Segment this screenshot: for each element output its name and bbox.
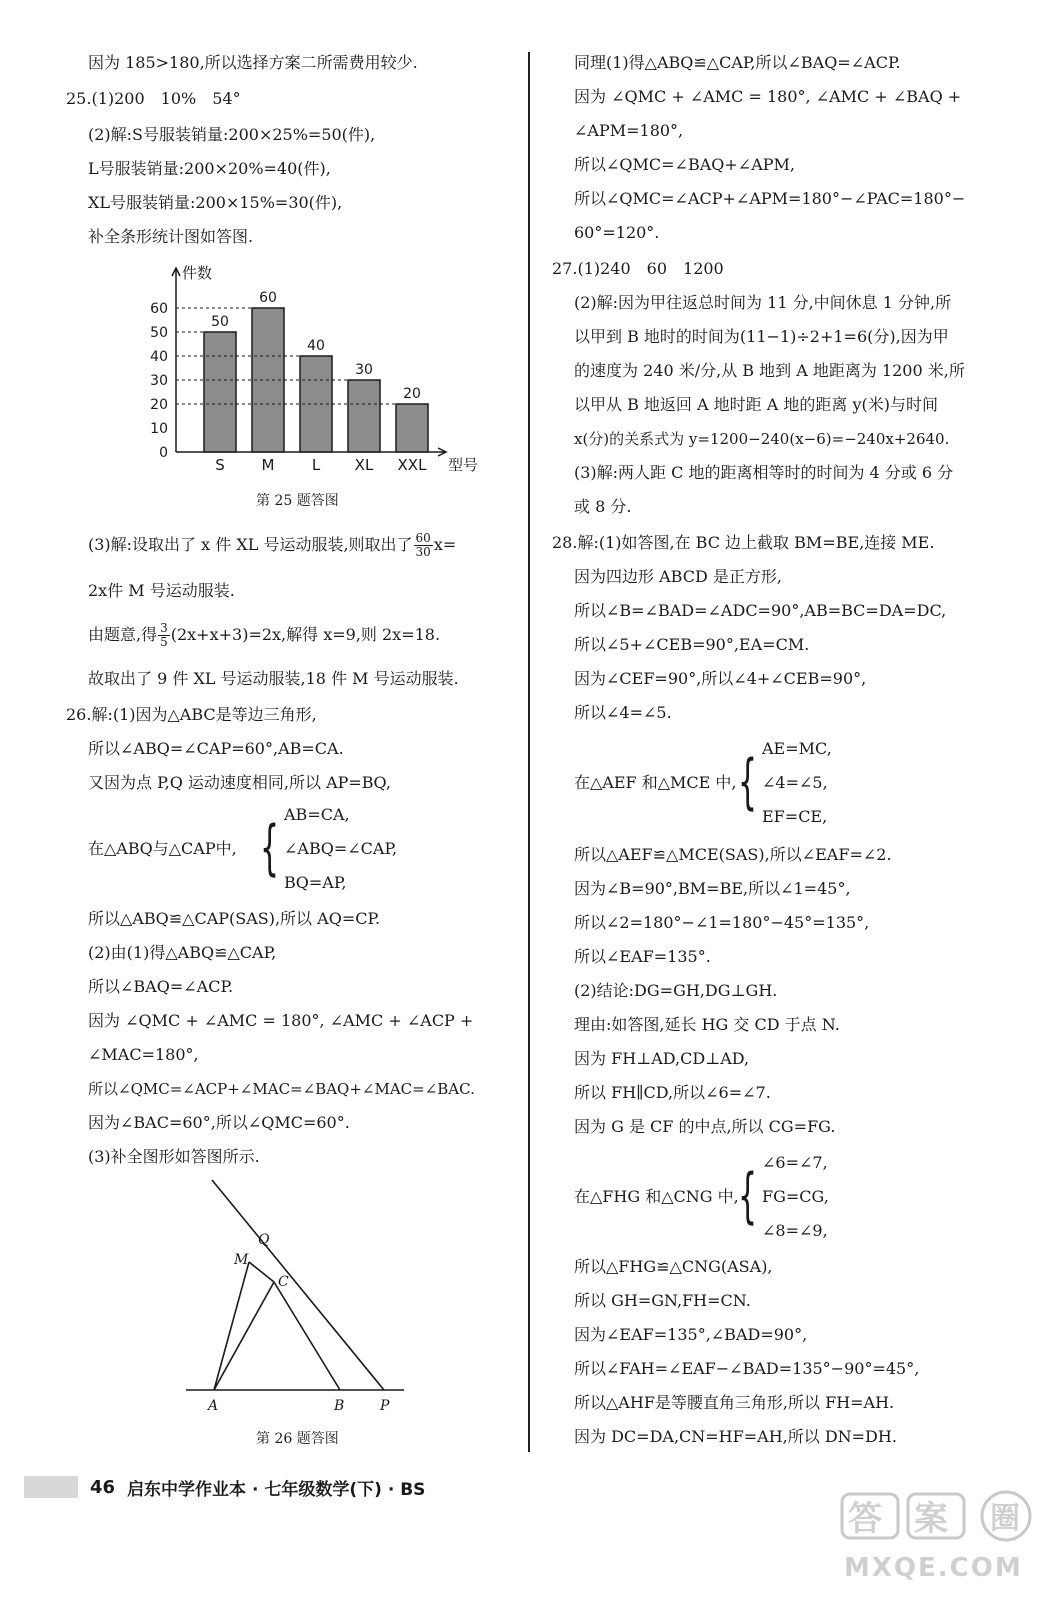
text-line: 所以∠EAF=135°. xyxy=(574,947,711,966)
y-tick-label: 40 xyxy=(150,349,168,365)
text-line xyxy=(88,532,456,559)
bar xyxy=(396,404,428,452)
text-line xyxy=(88,622,440,649)
system-row: BQ=AP, xyxy=(284,873,347,892)
system-row: AB=CA, xyxy=(284,805,350,824)
svg-text:案: 案 xyxy=(914,1499,948,1539)
bar xyxy=(204,332,236,452)
text-line: 因为∠EAF=135°,∠BAD=90°, xyxy=(574,1325,808,1344)
text-line: 又因为点 P,Q 运动速度相同,所以 AP=BQ, xyxy=(88,773,391,792)
text-line: (2)由(1)得△ABQ≌△CAP, xyxy=(88,943,277,962)
text-line: 所以 FH∥CD,所以∠6=∠7. xyxy=(574,1083,771,1102)
line-QP xyxy=(212,1180,384,1390)
text-line: 因为∠BAC=60°,所以∠QMC=60°. xyxy=(88,1113,350,1132)
svg-text:圈: 圈 xyxy=(990,1501,1020,1536)
text-line: 所以∠QMC=∠BAQ+∠APM, xyxy=(574,155,795,174)
text-line: 所以∠ABQ=∠CAP=60°,AB=CA. xyxy=(88,739,344,758)
text-line: 故取出了 9 件 XL 号运动服装,18 件 M 号运动服装. xyxy=(88,669,459,688)
equation-system xyxy=(88,800,508,900)
text-line: 2x件 M 号运动服装. xyxy=(88,581,235,600)
system-lead: 在△AEF 和△MCE 中, xyxy=(574,773,737,792)
text-span: (2x+x+3)=2x,解得 x=9,则 2x=18. xyxy=(170,625,441,644)
text-line: 以甲到 B 地时的时间为(11−1)÷2+1=6(分),因为甲 xyxy=(574,327,949,346)
point-label-M: M xyxy=(234,1252,249,1268)
segment-AM xyxy=(214,1262,249,1390)
fraction-denominator: 30 xyxy=(415,545,431,559)
figure-caption-26: 第 26 题答图 xyxy=(256,1431,339,1447)
brace: { xyxy=(738,1161,758,1231)
point-label-B: B xyxy=(334,1398,345,1414)
watermark-logo xyxy=(836,1486,1046,1586)
q28-heading: 28.解:(1)如答图,在 BC 边上截取 BM=BE,连接 ME. xyxy=(552,533,935,552)
text-line: 所以△AHF是等腰直角三角形,所以 FH=AH. xyxy=(574,1393,895,1412)
text-line: 因为∠CEF=90°,所以∠4+∠CEB=90°, xyxy=(574,669,867,688)
point-label-Q: Q xyxy=(258,1232,270,1248)
point-label-A: A xyxy=(208,1398,219,1414)
brace: { xyxy=(738,747,758,817)
segment-AC xyxy=(214,1282,274,1390)
point-label-C: C xyxy=(278,1274,289,1290)
text-line: 所以△AEF≌△MCE(SAS),所以∠EAF=∠2. xyxy=(574,845,892,864)
bar xyxy=(348,380,380,452)
system-lead: 在△ABQ与△CAP中, xyxy=(88,839,237,858)
text-line: 因为四边形 ABCD 是正方形, xyxy=(574,567,782,586)
text-line: 所以 GH=GN,FH=CN. xyxy=(574,1291,751,1310)
y-tick-label: 20 xyxy=(150,397,168,413)
text-line: 所以△ABQ≌△CAP(SAS),所以 AQ=CP. xyxy=(88,909,381,928)
text-line: ∠MAC=180°, xyxy=(88,1045,199,1064)
system-row: ∠4=∠5, xyxy=(762,773,828,792)
bar-value-label: 30 xyxy=(355,362,373,378)
bar-value-label: 60 xyxy=(259,290,277,306)
text-line: 所以△FHG≌△CNG(ASA), xyxy=(574,1257,773,1276)
y-tick-label: 0 xyxy=(159,445,168,461)
text-line: (2)解:S号服装销量:200×25%=50(件), xyxy=(88,125,376,144)
text-line: 60°=120°. xyxy=(574,223,660,242)
y-tick-label: 10 xyxy=(150,421,168,437)
text-span: (3)解:设取出了 x 件 XL 号运动服装,则取出了 xyxy=(88,535,413,554)
column-divider xyxy=(528,52,530,1452)
page-number: 46 xyxy=(90,1476,116,1498)
text-line: 所以∠QMC=∠ACP+∠APM=180°−∠PAC=180°− xyxy=(574,189,966,208)
text-line: 的速度为 240 米/分,从 B 地到 A 地距离为 1200 米,所 xyxy=(574,361,965,380)
book-title: 启东中学作业本 · 七年级数学(下) · BS xyxy=(127,1479,426,1500)
text-line: 理由:如答图,延长 HG 交 CD 于点 N. xyxy=(574,1015,840,1034)
text-line: 因为∠B=90°,BM=BE,所以∠1=45°, xyxy=(574,879,851,898)
text-line: 所以∠QMC=∠ACP+∠MAC=∠BAQ+∠MAC=∠BAC. xyxy=(88,1080,475,1098)
text-line: 或 8 分. xyxy=(574,497,632,516)
text-line: 因为 ∠QMC + ∠AMC = 180°, ∠AMC + ∠BAQ + xyxy=(574,87,962,106)
equation-system xyxy=(574,1146,994,1250)
segment-CB xyxy=(274,1282,340,1390)
text-line: x(分)的关系式为 y=1200−240(x−6)=−240x+2640. xyxy=(574,430,950,448)
footer-bar xyxy=(24,1476,78,1498)
x-category-label: L xyxy=(311,456,321,474)
fraction-denominator: 5 xyxy=(160,635,168,649)
x-category-label: S xyxy=(215,456,225,474)
text-line: (3)解:两人距 C 地的距离相等时的时间为 4 分或 6 分 xyxy=(574,463,954,482)
text-span: 由题意,得 xyxy=(88,625,158,644)
fraction-numerator: 60 xyxy=(415,531,431,545)
x-category-label: XL xyxy=(354,456,374,474)
point-label-P: P xyxy=(380,1398,390,1414)
text-line: 所以∠BAQ=∠ACP. xyxy=(88,977,234,996)
system-lead: 在△FHG 和△CNG 中, xyxy=(574,1187,739,1206)
text-line: 因为 G 是 CF 的中点,所以 CG=FG. xyxy=(574,1117,836,1136)
bar-value-label: 40 xyxy=(307,338,325,354)
q27-heading: 27.(1)240 60 1200 xyxy=(552,259,724,278)
x-axis-label: 型号 xyxy=(448,456,479,474)
fraction xyxy=(158,622,170,649)
system-row: FG=CG, xyxy=(762,1187,829,1206)
svg-text:答: 答 xyxy=(848,1499,882,1539)
y-tick-label: 50 xyxy=(150,325,168,341)
y-tick-label: 60 xyxy=(150,301,168,317)
svg-text:MXQE.COM: MXQE.COM xyxy=(844,1553,1023,1583)
q26-heading: 26.解:(1)因为△ABC是等边三角形, xyxy=(66,705,317,724)
x-category-label: M xyxy=(261,456,275,474)
fraction-numerator: 3 xyxy=(160,621,168,635)
bar-value-label: 50 xyxy=(211,314,229,330)
segment-MC xyxy=(249,1262,274,1282)
text-line: 因为 DC=DA,CN=HF=AH,所以 DN=DH. xyxy=(574,1427,897,1446)
bar-chart-q25 xyxy=(126,256,486,476)
text-line: (2)结论:DG=GH,DG⊥GH. xyxy=(574,981,778,1000)
text-line: (2)解:因为甲往返总时间为 11 分,中间休息 1 分钟,所 xyxy=(574,293,952,312)
text-line: 所以∠2=180°−∠1=180°−45°=135°, xyxy=(574,913,870,932)
text-line: XL号服装销量:200×15%=30(件), xyxy=(88,193,343,212)
q25-heading: 25.(1)200 10% 54° xyxy=(66,89,241,108)
text-line: 所以∠B=∠BAD=∠ADC=90°,AB=BC=DA=DC, xyxy=(574,601,947,620)
text-line: 补全条形统计图如答图. xyxy=(88,227,254,246)
system-row: AE=MC, xyxy=(762,739,832,758)
system-row: ∠ABQ=∠CAP, xyxy=(284,839,398,858)
system-row: ∠6=∠7, xyxy=(762,1153,828,1172)
page-footer xyxy=(24,1474,425,1500)
figure-caption-25: 第 25 题答图 xyxy=(256,493,339,509)
bar-value-label: 20 xyxy=(403,386,421,402)
text-line: 因为 FH⊥AD,CD⊥AD, xyxy=(574,1049,750,1068)
text-line: 同理(1)得△ABQ≌△CAP,所以∠BAQ=∠ACP. xyxy=(574,53,901,72)
x-category-label: XXL xyxy=(397,456,427,474)
text-span: x= xyxy=(433,535,457,554)
equation-system xyxy=(574,732,994,836)
y-axis-label: 件数 xyxy=(182,264,213,282)
text-line: 所以∠FAH=∠EAF−∠BAD=135°−90°=45°, xyxy=(574,1359,920,1378)
text-line: 因为 ∠QMC + ∠AMC = 180°, ∠AMC + ∠ACP + xyxy=(88,1011,474,1030)
text-line: ∠APM=180°, xyxy=(574,121,684,140)
text-line: (3)补全图形如答图所示. xyxy=(88,1147,260,1166)
system-row: EF=CE, xyxy=(762,807,828,826)
text-line: 所以∠5+∠CEB=90°,EA=CM. xyxy=(574,635,810,654)
geometry-figure-q26 xyxy=(186,1174,416,1414)
brace: { xyxy=(260,813,280,883)
fraction xyxy=(414,532,433,559)
text-line: L号服装销量:200×20%=40(件), xyxy=(88,159,331,178)
text-line: 所以∠4=∠5. xyxy=(574,703,672,722)
text-line: 以甲从 B 地返回 A 地时距 A 地的距离 y(米)与时间 xyxy=(574,395,938,414)
system-row: ∠8=∠9, xyxy=(762,1221,828,1240)
y-tick-label: 30 xyxy=(150,373,168,389)
text-line: 因为 185>180,所以选择方案二所需费用较少. xyxy=(88,53,418,72)
